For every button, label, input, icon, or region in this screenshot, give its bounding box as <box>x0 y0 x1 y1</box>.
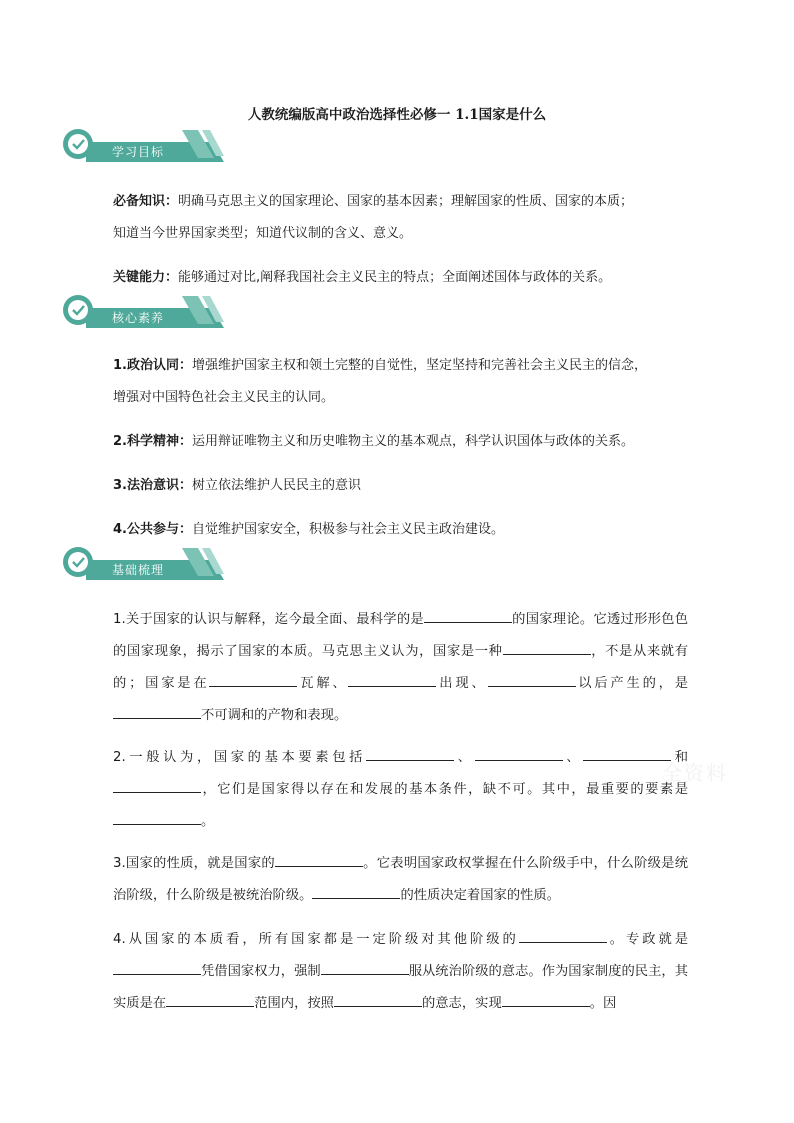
section-banner-literacy <box>62 294 227 328</box>
answer-blank[interactable] <box>348 672 436 687</box>
answer-blank[interactable] <box>503 640 591 655</box>
answer-blank[interactable] <box>519 928 607 943</box>
literacy-label: 4.公共参与： <box>113 522 192 537</box>
answer-blank[interactable] <box>583 746 671 761</box>
literacy-text-2: 增强对中国特色社会主义民主的认同。 <box>113 390 335 405</box>
question-1: 1.关于国家的认识与解释，迄今最全面、最科学的是 的国家理论。它透过形形色色的国家现象，揭示了国家的本质。马克思主义认为，国家是一种 ，不是从来就有的；国家是在 瓦解、 出现、 以后产生的，是不可调和的产物和表现。 <box>113 604 688 732</box>
knowledge-text: 明确马克思主义的国家理论、国家的基本因素；理解国家的性质、国家的本质； <box>178 194 634 209</box>
ability-label: 关键能力： <box>113 270 179 285</box>
literacy-label: 2.科学精神： <box>113 434 192 449</box>
literacy-label: 1.政治认同： <box>113 358 192 373</box>
page-title: 人教统编版高中政治选择性必修一 1.1国家是什么 <box>247 107 547 123</box>
answer-blank[interactable] <box>488 672 576 687</box>
answer-blank[interactable] <box>275 852 363 867</box>
watermark: 全资料 <box>662 761 728 785</box>
answer-blank[interactable] <box>166 992 254 1007</box>
answer-blank[interactable] <box>424 608 512 623</box>
answer-blank[interactable] <box>502 992 590 1007</box>
literacy-label: 3.法治意识： <box>113 478 192 493</box>
literacy-text: 增强维护国家主权和领土完整的自觉性，坚定坚持和完善社会主义民主的信念， <box>191 358 647 373</box>
section-label: 核心素养 <box>112 311 165 325</box>
answer-blank[interactable] <box>321 960 409 975</box>
literacy-item <box>113 426 683 458</box>
question-3: 3.国家的性质，就是国家的 。它表明国家政权掌握在什么阶级手中，什么阶级是统治阶级，什么阶级是被统治阶级。 的性质决定着国家的性质。 <box>113 848 688 912</box>
literacy-item <box>113 350 683 414</box>
answer-blank[interactable] <box>366 746 454 761</box>
section-label: 学习目标 <box>112 145 165 159</box>
knowledge-text-2: 知道当今世界国家类型；知道代议制的含义、意义。 <box>113 226 413 241</box>
answer-blank[interactable] <box>312 884 400 899</box>
literacy-item <box>113 514 683 546</box>
answer-blank[interactable] <box>113 810 201 825</box>
answer-blank[interactable] <box>209 672 297 687</box>
question-2: 2.一般认为，国家的基本要素包括 、 、 和 ，它们是国家得以存在和发展的基本条件，缺不可。其中，最重要的要素是。 <box>113 742 688 838</box>
answer-blank[interactable] <box>113 778 201 793</box>
literacy-text: 运用辩证唯物主义和历史唯物主义的基本观点，科学认识国体与政体的关系。 <box>191 434 634 449</box>
section-label: 基础梳理 <box>112 563 165 577</box>
goals-knowledge <box>113 186 683 250</box>
answer-blank[interactable] <box>113 704 201 719</box>
section-banner-basics <box>62 546 227 580</box>
question-4: 4.从国家的本质看，所有国家都是一定阶级对其他阶级的 。专政就是 凭借国家权力，强制 服从统治阶级的意志。作为国家制度的民主，其实质是在 范围内，按照 的意志，实现 。因 <box>113 924 688 1020</box>
ability-text: 能够通过对比,阐释我国社会主义民主的特点；全面阐述国体与政体的关系。 <box>178 270 612 285</box>
literacy-text: 自觉维护国家安全，积极参与社会主义民主政治建设。 <box>191 522 504 537</box>
answer-blank[interactable] <box>475 746 563 761</box>
literacy-text: 树立依法维护人民民主的意识 <box>191 478 361 493</box>
literacy-item <box>113 470 683 502</box>
section-banner-goals <box>62 128 227 162</box>
answer-blank[interactable] <box>334 992 422 1007</box>
answer-blank[interactable] <box>113 960 201 975</box>
goals-ability <box>113 262 683 294</box>
knowledge-label: 必备知识： <box>113 194 179 209</box>
